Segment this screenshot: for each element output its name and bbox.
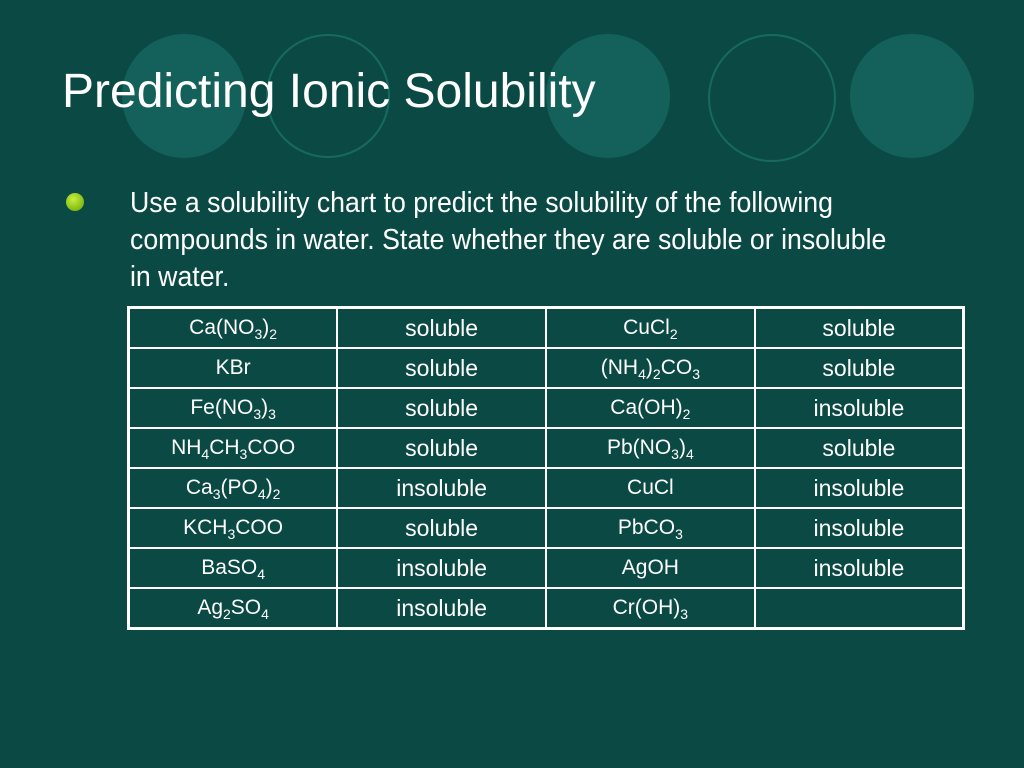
formula-text: AgOH bbox=[621, 556, 679, 579]
compound-cell bbox=[546, 508, 755, 548]
formula-subscript: 3 bbox=[239, 446, 248, 462]
table-row bbox=[129, 428, 964, 468]
table-row bbox=[129, 468, 964, 508]
formula-subscript: 4 bbox=[201, 446, 210, 462]
formula-subscript: 4 bbox=[257, 566, 266, 582]
decorative-ring bbox=[708, 34, 836, 162]
solubility-cell: soluble bbox=[755, 428, 964, 468]
formula-text: CuCl bbox=[623, 316, 670, 339]
formula-text: COO bbox=[247, 436, 296, 459]
solubility-cell: soluble bbox=[337, 428, 546, 468]
compound-cell bbox=[546, 388, 755, 428]
formula-subscript: 3 bbox=[675, 526, 683, 542]
formula-text: KCH bbox=[183, 516, 228, 539]
formula-text: ) bbox=[645, 356, 653, 379]
formula-text: COO bbox=[235, 516, 284, 539]
formula-text: CuCl bbox=[627, 476, 674, 499]
formula-subscript: 2 bbox=[669, 326, 678, 342]
formula-text: ) bbox=[678, 436, 686, 459]
compound-cell bbox=[129, 588, 338, 629]
formula-text: CO bbox=[660, 356, 693, 379]
solubility-cell bbox=[755, 588, 964, 629]
solubility-cell: soluble bbox=[337, 348, 546, 388]
solubility-cell: insoluble bbox=[337, 588, 546, 629]
compound-cell bbox=[129, 468, 338, 508]
solubility-cell: insoluble bbox=[755, 548, 964, 588]
formula-text: Ca bbox=[185, 476, 213, 499]
formula-subscript: 4 bbox=[257, 486, 266, 502]
formula-text: Ca(NO bbox=[189, 316, 255, 339]
formula-text: SO bbox=[230, 596, 262, 619]
table-row bbox=[129, 348, 964, 388]
table-row bbox=[129, 388, 964, 428]
table-row bbox=[129, 308, 964, 349]
formula-text: ) bbox=[261, 396, 269, 419]
compound-cell bbox=[129, 508, 338, 548]
compound-cell bbox=[129, 308, 338, 349]
table-row bbox=[129, 508, 964, 548]
bullet-text: Use a solubility chart to predict the solubility of the following compounds in water. State whether they are soluble or insoluble in water. bbox=[130, 187, 887, 293]
solubility-cell: soluble bbox=[755, 348, 964, 388]
solubility-cell: insoluble bbox=[755, 468, 964, 508]
formula-text: (NH bbox=[600, 356, 639, 379]
solubility-table bbox=[127, 306, 965, 630]
solubility-cell: insoluble bbox=[337, 468, 546, 508]
formula-subscript: 4 bbox=[638, 366, 646, 382]
compound-cell bbox=[546, 428, 755, 468]
formula-subscript: 4 bbox=[685, 446, 694, 462]
formula-subscript: 2 bbox=[272, 486, 281, 502]
compound-cell bbox=[129, 388, 338, 428]
formula-subscript: 2 bbox=[682, 406, 691, 422]
formula-subscript: 2 bbox=[223, 606, 231, 622]
formula-text: NH bbox=[171, 436, 202, 459]
formula-text: ) bbox=[262, 316, 270, 339]
formula-text: Ag bbox=[197, 596, 223, 619]
formula-subscript: 3 bbox=[692, 366, 700, 382]
formula-subscript: 2 bbox=[269, 326, 278, 342]
compound-cell bbox=[546, 348, 755, 388]
formula-text: KBr bbox=[215, 356, 251, 379]
compound-cell bbox=[546, 308, 755, 349]
compound-cell bbox=[129, 548, 338, 588]
formula-text: ) bbox=[265, 476, 273, 499]
compound-cell bbox=[546, 548, 755, 588]
formula-subscript: 2 bbox=[652, 366, 661, 382]
formula-text: PbCO bbox=[617, 516, 676, 539]
formula-text: (PO bbox=[220, 476, 258, 499]
solubility-cell: soluble bbox=[337, 388, 546, 428]
table-row bbox=[129, 548, 964, 588]
solubility-cell: soluble bbox=[755, 308, 964, 349]
formula-text: Ca(OH) bbox=[610, 396, 683, 419]
formula-text: CH bbox=[209, 436, 240, 459]
formula-text: BaSO bbox=[201, 556, 258, 579]
formula-subscript: 3 bbox=[254, 326, 263, 342]
compound-cell bbox=[129, 348, 338, 388]
formula-subscript: 3 bbox=[268, 406, 276, 422]
solubility-table-body bbox=[129, 308, 964, 629]
bullet-icon bbox=[66, 193, 84, 211]
solubility-cell: soluble bbox=[337, 308, 546, 349]
formula-subscript: 3 bbox=[680, 606, 689, 622]
solubility-cell: soluble bbox=[337, 508, 546, 548]
formula-subscript: 4 bbox=[261, 606, 269, 622]
table-row bbox=[129, 588, 964, 629]
formula-text: Pb(NO bbox=[606, 436, 672, 459]
solubility-cell: insoluble bbox=[755, 508, 964, 548]
formula-subscript: 3 bbox=[227, 526, 236, 542]
compound-cell bbox=[546, 588, 755, 629]
compound-cell bbox=[129, 428, 338, 468]
decorative-circle bbox=[850, 34, 974, 158]
formula-subscript: 3 bbox=[212, 486, 221, 502]
formula-text: Cr(OH) bbox=[612, 596, 681, 619]
solubility-cell: insoluble bbox=[755, 388, 964, 428]
solubility-cell: insoluble bbox=[337, 548, 546, 588]
compound-cell bbox=[546, 468, 755, 508]
formula-subscript: 3 bbox=[671, 446, 679, 462]
formula-text: Fe(NO bbox=[190, 396, 254, 419]
formula-subscript: 3 bbox=[253, 406, 262, 422]
slide-title: Predicting Ionic Solubility bbox=[62, 65, 596, 118]
